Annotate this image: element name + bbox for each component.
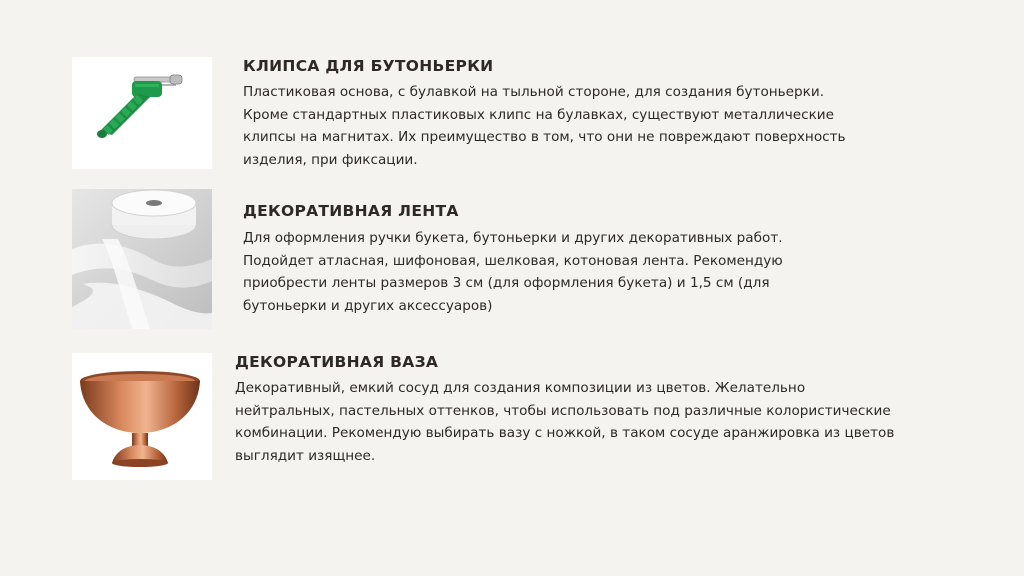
description-line: Кроме стандартных пластиковых клипс на булавках, существуют металлические [243,106,834,123]
copper-vase-icon [72,353,212,480]
ribbon-image [72,189,212,329]
description-line: Пластиковая основа, с булавкой на тыльной стороне, для создания бутоньерки. [243,84,825,100]
description-line: комбинации. Рекомендую выбирать вазу с ножкой, в таком сосуде аранжировка из цветов [235,425,895,441]
description-line: нейтральных, пастельных оттенков, чтобы использовать под различные колористические [235,402,891,419]
description-line: выглядит изящнее. [235,447,376,464]
description-line: приобрести ленты размеров 3 см (для оформления букета) и 1,5 см (для [243,275,770,291]
description-line: изделия, при фиксации. [243,151,418,168]
item-description [235,377,894,467]
description-line: Подойдет атласная, шифоновая, шелковая, котоновая лента. Рекомендую [243,252,783,269]
description-line: Декоративный, емкий сосуд для создания композиции из цветов. Желательно [235,380,806,396]
item-title: КЛИПСА ДЛЯ БУТОНЬЕРКИ [243,57,494,75]
vase-image [72,353,212,480]
description-line: Для оформления ручки букета, бутоньерки и других декоративных работ. [243,230,783,246]
description-line: бутоньерки и других аксессуаров) [243,297,493,314]
item-title: ДЕКОРАТИВНАЯ ВАЗА [235,353,439,371]
description-line: клипсы на магнитах. Их преимущество в том, что они не повреждают поверхность [243,129,846,145]
item-title: ДЕКОРАТИВНАЯ ЛЕНТА [243,202,459,220]
ribbon-roll-icon [72,189,212,329]
boutonniere-clip-icon [72,57,212,169]
item-description [243,81,846,171]
item-description [243,227,783,317]
clip-image [72,57,212,169]
